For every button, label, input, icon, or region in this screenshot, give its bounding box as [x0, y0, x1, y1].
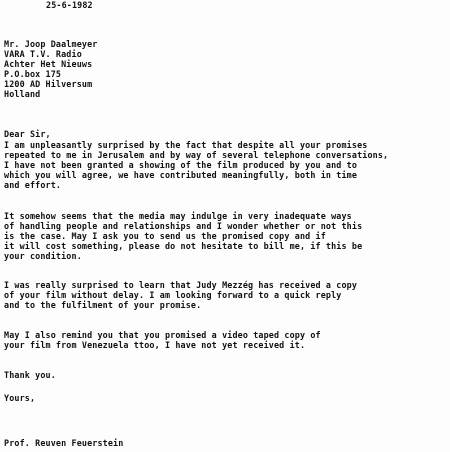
paragraph-line: I was really surprised to learn that Judy Mezzég has received a copy	[4, 280, 358, 290]
paragraph-line: I have not been granted a showing of the film produced by you and to	[4, 160, 358, 170]
paragraph-line: your condition.	[4, 251, 82, 261]
recipient-line: VARA T.V. Radio	[4, 49, 82, 59]
recipient-line: 1200 AD Hilversum	[4, 79, 93, 89]
signature-name: Prof. Reuven Feuerstein	[4, 438, 124, 448]
closing: Yours,	[4, 393, 36, 403]
salutation: Dear Sir,	[4, 129, 51, 139]
recipient-line: Mr. Joop Daalmeyer	[4, 39, 98, 49]
paragraph-line: is the case. May I ask you to send us the promised copy and if	[4, 231, 326, 241]
paragraph-line: it will cost something, please do not hesitate to bill me, if this be	[4, 241, 363, 251]
paragraph-line: and to the fulfilment of your promise.	[4, 300, 202, 310]
letter-date: 25-6-1982	[46, 0, 93, 10]
paragraph-line: I am unpleasantly surprised by the fact that despite all your promises	[4, 140, 368, 150]
paragraph-line: and effort.	[4, 180, 62, 190]
recipient-line: P.O.box 175	[4, 69, 62, 79]
paragraph-line: of handling people and relationships and I wonder whether or not this	[4, 221, 363, 231]
paragraph-line: your film from Venezuela ttoo, I have not yet received it.	[4, 340, 306, 350]
paragraph-line: It somehow seems that the media may indulge in very inadequate ways	[4, 211, 352, 221]
recipient-line: Achter Het Nieuws	[4, 59, 93, 69]
paragraph-line: of your film without delay. I am looking forward to a quick reply	[4, 290, 342, 300]
paragraph-line: repeated to me in Jerusalem and by way of several telephone conversations,	[4, 150, 389, 160]
recipient-line: Holland	[4, 89, 41, 99]
paragraph-line: May I also remind you that you promised a video taped copy of	[4, 330, 321, 340]
paragraph-line: which you will agree, we have contributed meaningfully, both in time	[4, 170, 358, 180]
closing-thanks: Thank you.	[4, 370, 56, 380]
